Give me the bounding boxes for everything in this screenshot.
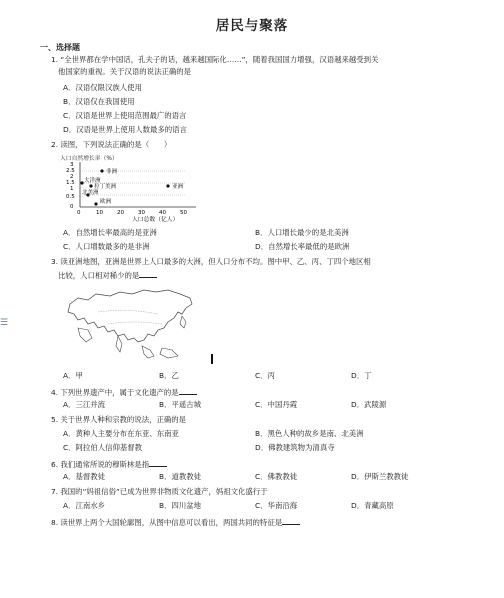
q4-option-a: A．三江并流 xyxy=(63,400,106,409)
label-europe: 欧洲 xyxy=(100,199,112,205)
question-6-stem xyxy=(51,458,167,470)
japan-outline xyxy=(180,316,186,328)
y-tick: 1 xyxy=(70,186,74,192)
island-outline xyxy=(160,348,178,358)
point-asia xyxy=(166,184,169,187)
chart-ylabel: 人口自然增长率（%） xyxy=(60,156,118,162)
india-peninsula xyxy=(116,336,122,352)
q1-option-b: B．汉语仅在我国使用 xyxy=(63,97,135,106)
q6-option-b: B．道教教徒 xyxy=(159,472,202,481)
question-4-text: 4. 下列世界遗产中，属于文化遗产的是 xyxy=(51,388,179,397)
x-tick: 50 xyxy=(180,210,187,216)
asia-outline xyxy=(68,290,192,342)
region-border xyxy=(108,322,162,324)
asia-map xyxy=(58,284,198,366)
q6-option-c: C．佛教教徒 xyxy=(255,472,298,481)
page-title: 居民与聚落 xyxy=(215,18,289,34)
x-tick: 10 xyxy=(96,210,103,216)
x-tick: 40 xyxy=(159,210,166,216)
label-north-america: 北美洲 xyxy=(82,190,99,196)
point-latin-america xyxy=(89,184,92,187)
label-oceania: 大洋洲 xyxy=(84,178,101,184)
q1-option-d: D．汉语是世界上使用人数最多的语言 xyxy=(63,125,187,134)
q7-option-c: C．华南沿海 xyxy=(255,501,298,510)
chart-xlabel: 人口总数（亿人） xyxy=(132,217,179,222)
q5-option-c: C．阿拉伯人信仰基督教 xyxy=(63,443,143,452)
southeast-asia xyxy=(142,346,154,358)
answer-blank xyxy=(282,516,300,525)
question-1-line1: 1. “全世界都在学中国话，孔夫子的话，越来越国际化……”，随着我国国力增强，汉语越来越受到关 xyxy=(51,55,379,64)
q2-option-a: A．自然增长率最高的是亚洲 xyxy=(63,228,157,237)
x-tick: 30 xyxy=(138,210,145,216)
question-8-text: 8. 读世界上两个大国轮廓图，从图中信息可以看出，两国共同的特征是 xyxy=(51,518,283,527)
section-heading: 一、选择题 xyxy=(40,43,80,52)
question-6-text: 6. 我们通常所说的穆斯林是指 xyxy=(51,460,150,469)
y-tick: 2.5 xyxy=(66,168,75,174)
align-left-icon[interactable]: ☰ xyxy=(0,318,9,328)
question-3-line2 xyxy=(58,269,157,281)
answer-blank xyxy=(139,269,157,278)
x-tick: 0 xyxy=(77,210,81,216)
question-5-stem: 5. 关于世界人种和宗教的说法，正确的是 xyxy=(51,415,187,424)
y-tick: 2 xyxy=(70,174,74,180)
q5-option-d: D．佛教建筑物为清真寺 xyxy=(255,443,335,452)
q1-option-c: C．汉语是世界上使用范围最广的语言 xyxy=(63,111,187,120)
q5-option-b: B．黑色人种的故乡是南、北美洲 xyxy=(255,429,364,438)
question-1-line2: 他国家的重视。关于汉语的说法正确的是 xyxy=(58,67,192,76)
label-latin-america: 拉丁美洲 xyxy=(94,184,117,190)
population-scatter-chart xyxy=(56,152,216,222)
q5-option-a: A．黄种人主要分布在东亚、东南亚 xyxy=(63,429,179,438)
arabian-peninsula xyxy=(78,328,92,342)
label-asia: 亚洲 xyxy=(172,184,184,190)
text-cursor xyxy=(211,354,213,364)
question-2-stem: 2. 读图，下列说法正确的是（ ） xyxy=(51,140,172,149)
q4-option-d: D．武陵源 xyxy=(351,400,387,409)
q7-option-a: A．江南水乡 xyxy=(63,501,106,510)
q1-option-a: A．汉语仅限汉族人使用 xyxy=(63,83,142,92)
q3-option-a: A．甲 xyxy=(63,371,83,380)
q2-option-b: B．人口增长最少的是北美洲 xyxy=(255,228,349,237)
question-3-line1: 3. 读亚洲地图，亚洲是世界上人口最多的大洲，但人口分布不均。图中甲、乙、丙、丁四个地区相 xyxy=(51,257,371,266)
q3-option-c: C．丙 xyxy=(255,371,275,380)
q6-option-d: D．伊斯兰教教徒 xyxy=(351,472,409,481)
question-3-line2-text: 比较，人口相对稀少的是 xyxy=(58,271,140,280)
answer-blank xyxy=(149,458,167,467)
q7-option-d: D．青藏高原 xyxy=(351,501,394,510)
answer-blank xyxy=(179,386,197,395)
y-tick: 3 xyxy=(70,162,74,168)
point-africa xyxy=(100,169,103,172)
q4-option-b: B．平遥古城 xyxy=(159,400,202,409)
point-europe xyxy=(94,202,97,205)
q2-option-c: C．人口增数最多的是非洲 xyxy=(63,242,150,251)
q7-option-b: B．四川盆地 xyxy=(159,501,202,510)
y-tick: 1.5 xyxy=(66,180,75,186)
y-tick: 0 xyxy=(70,204,74,210)
question-8-stem xyxy=(51,516,300,528)
q3-option-b: B．乙 xyxy=(159,371,179,380)
question-7-stem: 7. 我国的“妈祖信俗”已成为世界非物质文化遗产，妈祖文化盛行于 xyxy=(51,487,268,496)
q4-option-c: C．中国丹霞 xyxy=(255,400,298,409)
region-border xyxy=(98,310,158,314)
y-tick: 0.5 xyxy=(66,194,75,200)
q6-option-a: A．基督教徒 xyxy=(63,472,106,481)
q3-option-d: D．丁 xyxy=(351,371,372,380)
q2-option-d: D．自然增长率最低的是欧洲 xyxy=(255,242,350,251)
question-4-stem xyxy=(51,386,197,398)
label-africa: 非洲 xyxy=(106,169,118,175)
x-tick: 20 xyxy=(117,210,124,216)
